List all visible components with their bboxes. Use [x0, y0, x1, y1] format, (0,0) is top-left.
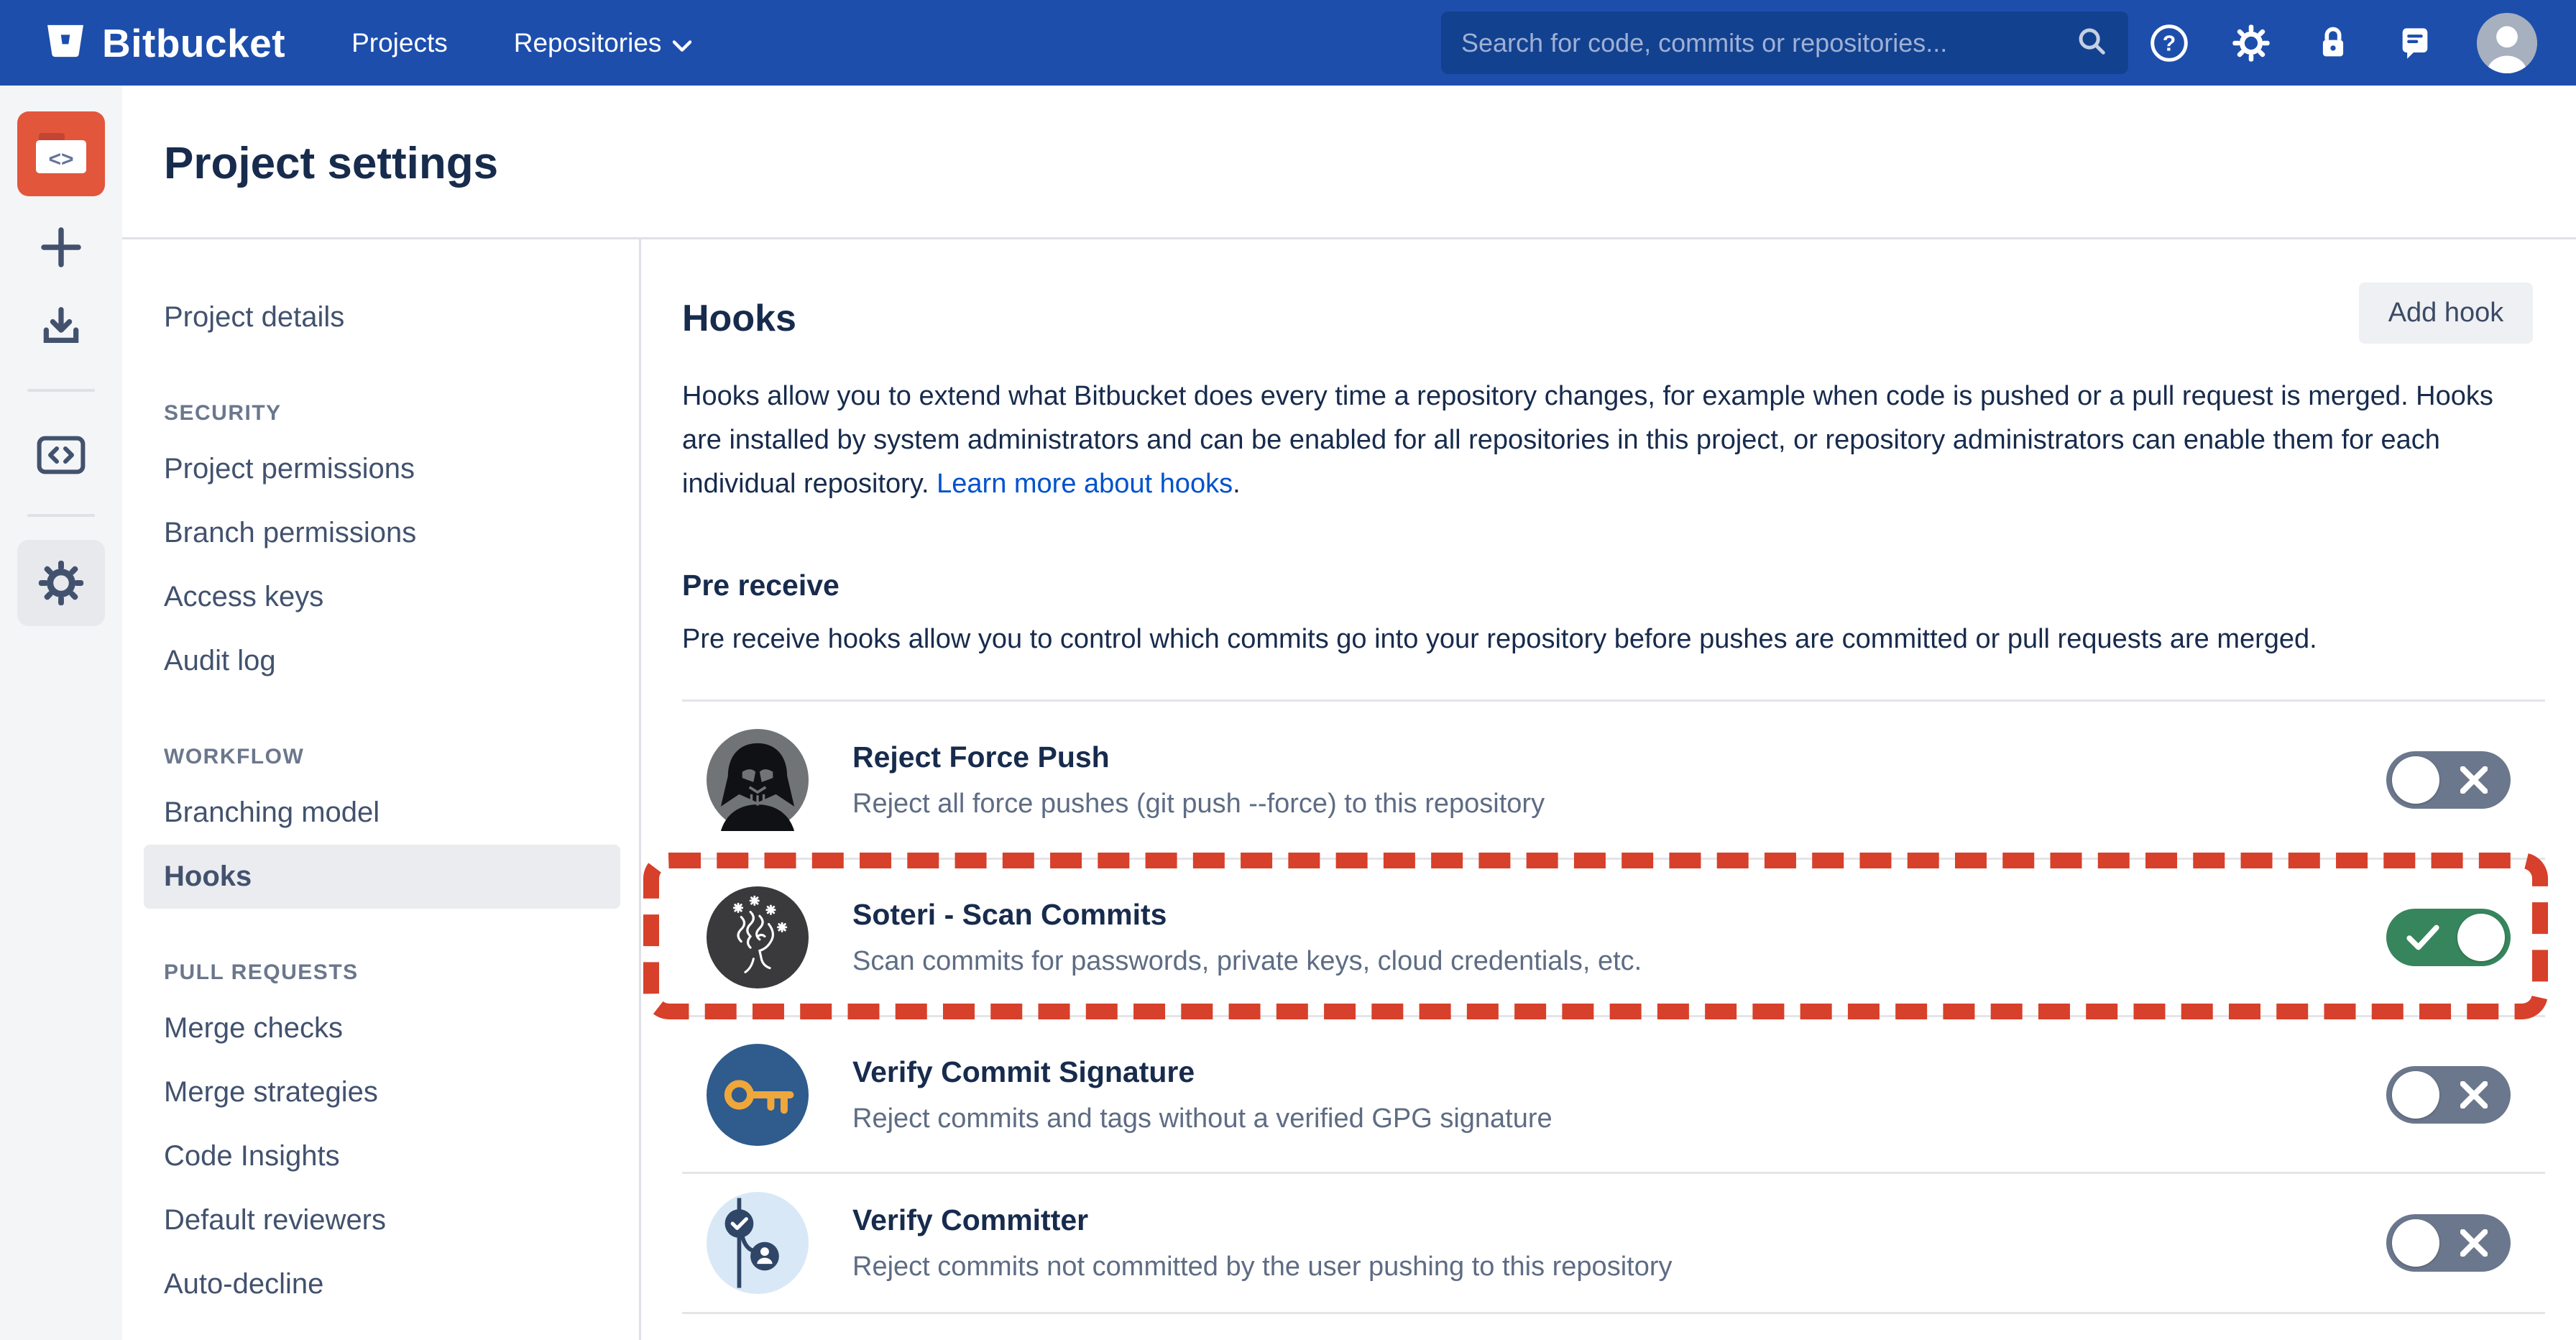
sidebar-item-merge-checks[interactable]: Merge checks	[164, 1012, 343, 1044]
sidebar-item-branch-permissions[interactable]: Branch permissions	[164, 517, 417, 549]
sidebar-item-hooks[interactable]: Hooks	[144, 845, 620, 909]
sidebar-item-code-insights[interactable]: Code Insights	[164, 1140, 340, 1172]
hook-description: Reject commits not committed by the user pushing to this repository	[852, 1252, 1673, 1282]
soteri-avatar-icon	[707, 886, 809, 988]
sidebar-item-auto-decline[interactable]: Auto-decline	[164, 1268, 324, 1300]
help-icon[interactable]	[2149, 23, 2189, 63]
toggle-knob	[2392, 1071, 2439, 1119]
hook-row-verify-commit-signature	[682, 1015, 2545, 1172]
toggle-knob	[2457, 914, 2505, 961]
top-navigation-bar	[0, 0, 2576, 86]
sidebar-section-security: SECURITY	[164, 401, 282, 425]
learn-more-link[interactable]: Learn more about hooks	[937, 469, 1233, 499]
import-download-icon[interactable]	[39, 304, 83, 352]
toggle-soteri-scan-commits[interactable]	[2386, 909, 2511, 966]
svg-text:?: ?	[2162, 32, 2176, 56]
chevron-down-icon	[661, 28, 691, 58]
brand-wordmark: Bitbucket	[102, 20, 286, 65]
hook-row-verify-committer	[682, 1172, 2545, 1314]
sidebar-section-pull-requests: PULL REQUESTS	[164, 960, 359, 984]
sidebar-divider	[639, 239, 641, 1340]
sidebar-section-workflow: WORKFLOW	[164, 745, 305, 768]
create-plus-icon[interactable]	[38, 224, 84, 274]
sidebar-item-access-keys[interactable]: Access keys	[164, 581, 324, 612]
toggle-knob	[2392, 1219, 2439, 1267]
sidebar-item-project-permissions[interactable]: Project permissions	[164, 453, 415, 485]
app-rail	[0, 86, 122, 1340]
hooks-heading: Hooks	[682, 298, 796, 339]
toggle-verify-committer[interactable]	[2386, 1214, 2511, 1272]
nav-repositories[interactable]: Repositories	[514, 28, 692, 58]
bitbucket-logo-icon	[45, 24, 86, 62]
hook-title: Verify Commit Signature	[852, 1055, 1195, 1088]
sidebar-item-merge-strategies[interactable]: Merge strategies	[164, 1076, 378, 1108]
pre-receive-heading: Pre receive	[682, 569, 840, 602]
settings-gear-icon[interactable]	[17, 540, 105, 626]
sidebar-item-default-reviewers[interactable]: Default reviewers	[164, 1204, 387, 1236]
lock-icon[interactable]	[2313, 23, 2353, 63]
nav-projects[interactable]: Projects	[351, 27, 448, 58]
x-icon	[2460, 1081, 2488, 1109]
gear-icon[interactable]	[2231, 23, 2271, 63]
settings-sidebar	[122, 239, 639, 1340]
primary-nav	[351, 28, 691, 58]
svg-text:<>: <>	[48, 147, 74, 171]
search-input[interactable]	[1461, 28, 2075, 58]
darth-vader-avatar-icon	[707, 729, 809, 831]
hooks-panel	[682, 239, 2576, 1340]
hook-description: Reject all force pushes (git push --force) to this repository	[852, 788, 1545, 819]
key-avatar-icon	[707, 1044, 809, 1146]
hook-description: Reject commits and tags without a verified GPG signature	[852, 1103, 1552, 1134]
hook-title: Verify Committer	[852, 1203, 1089, 1236]
bitbucket-home-link[interactable]	[45, 20, 285, 66]
code-icon[interactable]	[37, 436, 86, 478]
toggle-knob	[2392, 756, 2439, 804]
search-icon[interactable]	[2075, 24, 2108, 61]
sidebar-item-project-details[interactable]: Project details	[164, 301, 345, 333]
intro-suffix: .	[1233, 469, 1241, 499]
check-icon	[2406, 923, 2439, 952]
hook-title: Reject Force Push	[852, 740, 1110, 774]
x-icon	[2460, 766, 2488, 794]
hooks-intro	[682, 375, 2533, 506]
nav-icon-cluster	[2149, 0, 2537, 86]
hook-description: Scan commits for passwords, private keys, cloud credentials, etc.	[852, 946, 1642, 976]
x-icon	[2460, 1229, 2488, 1257]
pre-receive-description: Pre receive hooks allow you to control which commits go into your repository before pushes are committed or pull requests are merged.	[682, 624, 2317, 654]
hook-list	[682, 699, 2545, 1314]
sidebar-item-audit-log[interactable]: Audit log	[164, 645, 276, 676]
intro-text: Hooks allow you to extend what Bitbucket does every time a repository changes, for example when code is pushed or a pull request is merged. Hooks are installed by system administrators and can be enabled for all repositories in this project, or repository administrators can enable them for each individual repository.	[682, 381, 2493, 499]
global-search[interactable]	[1441, 12, 2128, 74]
user-avatar[interactable]	[2477, 13, 2537, 73]
sidebar-item-branching-model[interactable]: Branching model	[164, 797, 380, 828]
add-hook-button[interactable]: Add hook	[2359, 283, 2533, 344]
project-avatar[interactable]	[17, 111, 105, 196]
toggle-reject-force-push[interactable]	[2386, 751, 2511, 809]
rail-divider	[27, 389, 95, 392]
commit-graph-user-avatar-icon	[707, 1192, 809, 1294]
toggle-verify-commit-signature[interactable]	[2386, 1066, 2511, 1124]
feedback-icon[interactable]	[2395, 23, 2435, 63]
page-title: Project settings	[164, 139, 499, 188]
hook-row-soteri-scan-commits	[682, 858, 2545, 1015]
rail-divider	[27, 514, 95, 517]
hook-row-reject-force-push	[682, 699, 2545, 858]
hook-title: Soteri - Scan Commits	[852, 898, 1167, 931]
